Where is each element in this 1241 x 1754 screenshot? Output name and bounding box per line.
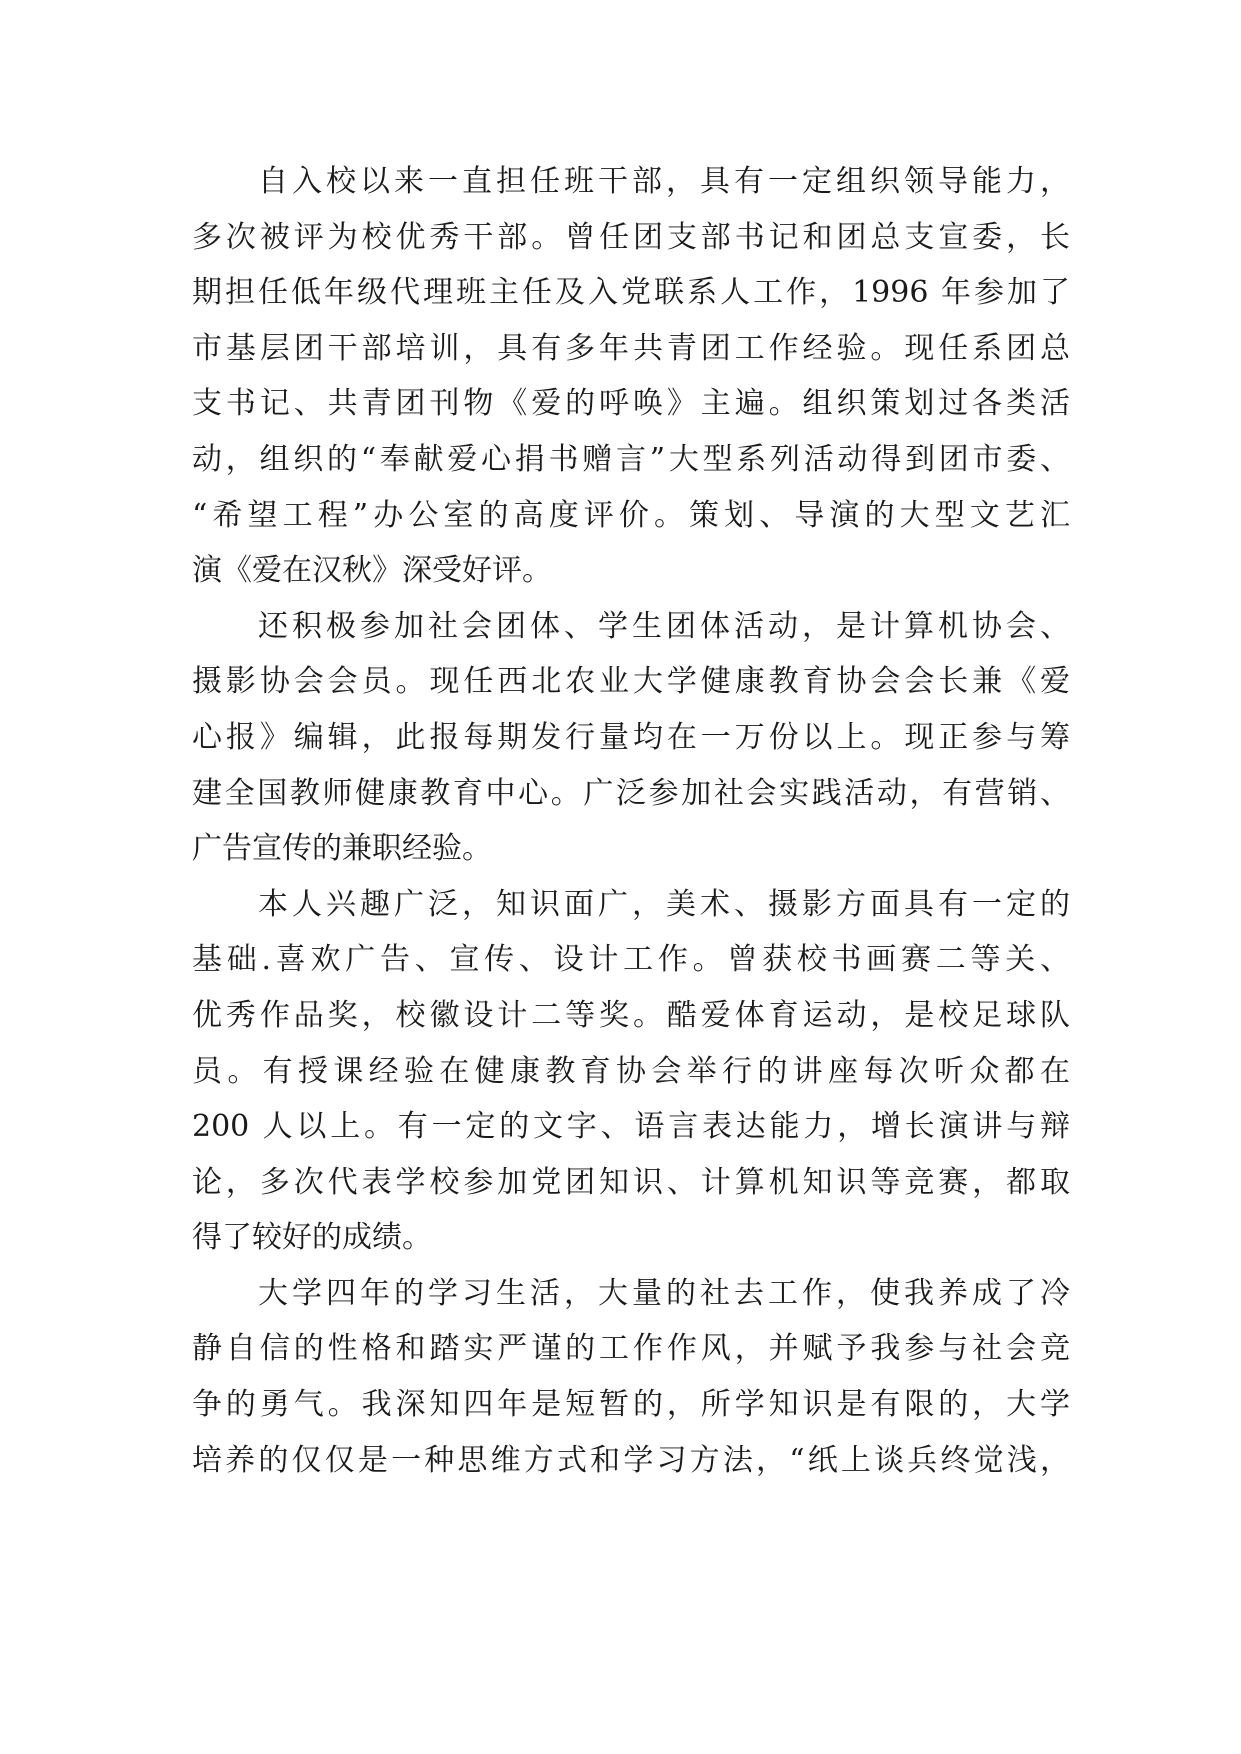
- document-body: [192, 154, 1070, 1488]
- paragraph-3-line-6: 论，多次代表学校参加党团知识、计算机知识等竞赛，都取: [192, 1164, 1070, 1200]
- paragraph-4-line-1: 大学四年的学习生活，大量的社去工作，使我养成了冷: [258, 1275, 1070, 1311]
- paragraph-3-line-4: 员。有授课经验在健康教育协会举行的讲座每次听众都在: [192, 1053, 1070, 1089]
- paragraph-1-line-6: 动，组织的“奉献爱心捐书赠言”大型系列活动得到团市委、: [192, 441, 1070, 477]
- paragraph-2-line-1: 还积极参加社会团体、学生团体活动，是计算机协会、: [258, 608, 1070, 644]
- paragraph-3-line-3: 优秀作品奖，校徽设计二等奖。酷爱体育运动，是校足球队: [192, 997, 1070, 1033]
- paragraph-4-line-4: 培养的仅仅是一种思维方式和学习方法，“纸上谈兵终觉浅，: [192, 1442, 1070, 1478]
- paragraph-1-line-4: 市基层团干部培训，具有多年共青团工作经验。现任系团总: [192, 330, 1070, 366]
- paragraph-1-line-7: “希望工程”办公室的高度评价。策划、导演的大型文艺汇: [192, 497, 1070, 533]
- paragraph-1-line-8: 演《爱在汉秋》深受好评。: [192, 553, 552, 589]
- paragraph-1-line-1: 自入校以来一直担任班干部，具有一定组织领导能力，: [258, 164, 1070, 199]
- paragraph-1-line-2: 多次被评为校优秀干部。曾任团支部书记和团总支宣委，长: [192, 219, 1070, 255]
- paragraph-3-line-7: 得了较好的成绩。: [192, 1220, 432, 1256]
- paragraph-3-line-2: 基础.喜欢广告、宣传、设计工作。曾获校书画赛二等关、: [192, 942, 1070, 978]
- paragraph-1-line-3: 期担任低年级代理班主任及入党联系人工作，1996 年参加了: [192, 275, 1070, 311]
- paragraph-2-line-3: 心报》编辑，此报每期发行量均在一万份以上。现正参与筹: [192, 719, 1070, 755]
- paragraph-3-line-5: 200 人以上。有一定的文字、语言表达能力，增长演讲与辩: [192, 1109, 1070, 1145]
- paragraph-2-line-4: 建全国教师健康教育中心。广泛参加社会实践活动，有营销、: [192, 775, 1070, 811]
- paragraph-4-line-2: 静自信的性格和踏实严谨的工作作风，并赋予我参与社会竞: [192, 1331, 1070, 1367]
- paragraph-2-line-2: 摄影协会会员。现任西北农业大学健康教育协会会长兼《爱: [192, 664, 1070, 700]
- paragraph-4-line-3: 争的勇气。我深知四年是短暂的，所学知识是有限的，大学: [192, 1387, 1070, 1423]
- paragraph-1-line-5: 支书记、共青团刊物《爱的呼唤》主遍。组织策划过各类活: [192, 386, 1070, 422]
- paragraph-2-line-5: 广告宣传的兼职经验。: [192, 831, 492, 867]
- paragraph-3-line-1: 本人兴趣广泛，知识面广，美术、摄影方面具有一定的: [258, 886, 1070, 922]
